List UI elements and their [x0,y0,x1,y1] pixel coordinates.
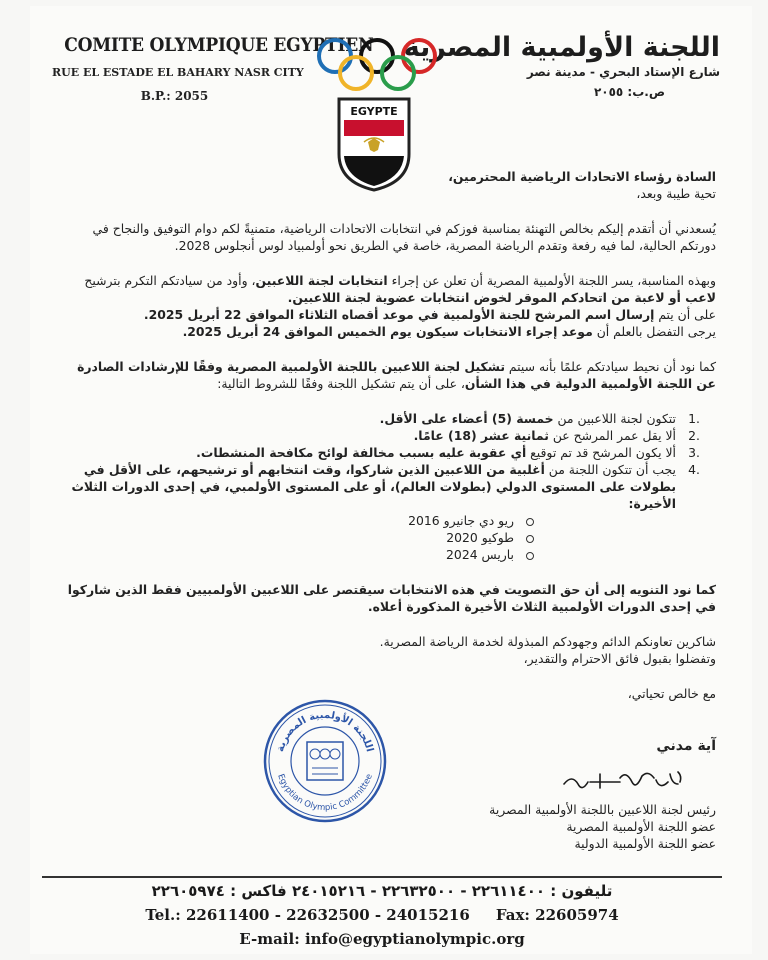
respect-line: وتفضلوا بقبول فائق الاحترام والتقدير، [523,651,716,666]
committee-name-ar: اللجنة الأولمبية المصرية [403,32,720,63]
committee-po-box-fr: B.P.: 2055 [140,89,209,103]
text-span: ألا يكون المرشح قد تم توقيع [526,445,676,460]
bold-span: لاعب أو لاعبة من اتحادكم الموقر لخوض انتخابات عضوية لجنة اللاعبين. [287,290,716,305]
list-item: طوكيو 2020 [66,529,536,546]
list-item: ريو دي جانيرو 2016 [66,512,536,529]
committee-po-box-ar: ص.ب: ٢٠٥٥ [593,85,665,99]
text-span: تتكون لجنة اللاعبين من [553,411,676,426]
footer-email: E-mail: info@egyptianolympic.org [239,930,525,948]
paragraph-voting-rights: كما نود التنويه إلى أن حق التصويت في هذه الانتخابات سيقتصر على اللاعبين الأولمبيين فقط الذين شاركوا في إحدى الدورات الأولمبية الثلاث الأخيرة المذكورة أعلاه. [67,582,716,614]
bold-span: تشكيل لجنة اللاعبين باللجنة الأولمبية المصرية وفقًا للإرشادات الصادرة عن اللجنة الأولمبية الدولية في هذا الشأن [77,359,716,391]
bold-span: أي عقوبة عليه بسبب مخالفة لوائح مكافحة المنشطات. [196,445,527,460]
svg-text:EGYPTE: EGYPTE [350,105,398,118]
letter-body [66,168,716,702]
conditions-list [66,410,716,512]
list-item [66,410,716,427]
bold-span: انتخابات لجنة اللاعبين [255,273,388,288]
header-french [52,34,374,103]
bold-span: خمسة (5) أعضاء على الأقل. [379,411,554,426]
committee-address-ar: شارع الإستاد البحري - مدينة نصر [526,65,720,79]
list-item [66,461,716,512]
header-arabic [403,32,720,99]
text-span: ، وأود من سيادتكم التكرم بترشيح [84,273,256,288]
svg-text:Egyptian Olympic Committee: Egyptian Olympic Committee [275,772,375,814]
salutation-text: السادة رؤساء الاتحادات الرياضية المحترمين، [448,169,716,184]
olympic-rings-icon [315,36,440,96]
committee-name-fr: COMITE OLYMPIQUE EGYPTIEN [64,34,374,56]
footer-phones-en: Tel.: 22611400 - 22632500 - 24015216 Fax: 22605974 [145,906,619,924]
bold-span: موعد إجراء الانتخابات سيكون يوم الخميس الموافق 24 أبريل 2025. [182,324,593,339]
footer-divider [42,876,722,878]
regards-line: مع خالص تحياتي، [627,686,716,701]
list-item [66,444,716,461]
svg-text:اللجنة الأولمبية المصرية: اللجنة الأولمبية المصرية [275,709,375,754]
paragraph-elections [66,272,716,306]
olympic-games-list [66,512,716,563]
paragraph-election-date [66,323,716,340]
text-span: يرجى التفضل بالعلم أن [592,324,716,339]
text-span: على أن يتم [654,307,716,322]
thanks-line: شاكرين تعاونكم الدائم وجهودكم المبذولة لخدمة الرياضة المصرية. [379,634,716,649]
committee-address-fr: RUE EL ESTADE EL BAHARY NASR CITY [52,66,304,79]
paragraph-deadline [66,306,716,323]
signatory-title-3: عضو اللجنة الأولمبية الدولية [574,836,716,851]
list-number: 3. [688,445,700,460]
footer-phones-ar: تليفون : ٢٢٦١١٤٠٠ - ٢٢٦٣٢٥٠٠ - ٢٤٠١٥٢١٦ فاكس : ٢٢٦٠٥٩٧٤ [151,882,613,900]
text-span: ألا يقل عمر المرشح عن [548,428,676,443]
list-number: 1. [688,411,700,426]
text-span: كما نود أن نحيط سيادتكم علمًا بأنه سيتم [504,359,716,374]
signatory-title-1: رئيس لجنة اللاعبين باللجنة الأولمبية المصرية [489,802,716,817]
list-number: 2. [688,428,700,443]
list-number: 4. [688,462,700,477]
text-span: وبهذه المناسبة، يسر اللجنة الأولمبية المصرية أن تعلن عن إجراء [387,273,716,288]
list-item: باريس 2024 [66,546,536,563]
handwritten-signature-icon [560,764,690,800]
signatory-name: آية مدني [656,738,716,754]
bold-span: أغلبية من اللاعبين الذين شاركوا، وقت انتخابهم أو ترشيحهم، على الأقل في بطولات على المستوى الدولي (بطولات العالم)، أو على المستوى الأولمبي، في إحدى الدورات الثلاث الأخيرة: [71,462,676,511]
text-span: يجب أن تتكون اللجنة من [544,462,676,477]
greeting: تحية طيبة وبعد، [636,186,716,201]
bold-span: ثمانية عشر (18) عامًا. [413,428,549,443]
paragraph-formation [66,358,716,392]
salutation [66,168,716,185]
official-stamp-icon [262,698,388,824]
bold-span: إرسال اسم المرشح للجنة الأولمبية في موعد أقصاه الثلاثاء الموافق 22 أبريل 2025. [143,307,655,322]
paragraph-congratulations: يُسعدني أن أتقدم إليكم بخالص التهنئة بمناسبة فوزكم في انتخابات الاتحادات الرياضية، متمنيةً لكم دوام التوفيق والنجاح في دورتكم الحالية، لما فيه رفعة وتقدم الرياضة المصرية، خاصة في الطريق نحو أولمبياد لوس أنجلوس 2028. [92,221,716,253]
signatory-title-2: عضو اللجنة الأولمبية المصرية [566,819,716,834]
list-item [66,427,716,444]
text-span: ، على أن يتم تشكيل اللجنة وفقًا للشروط التالية: [217,376,465,391]
